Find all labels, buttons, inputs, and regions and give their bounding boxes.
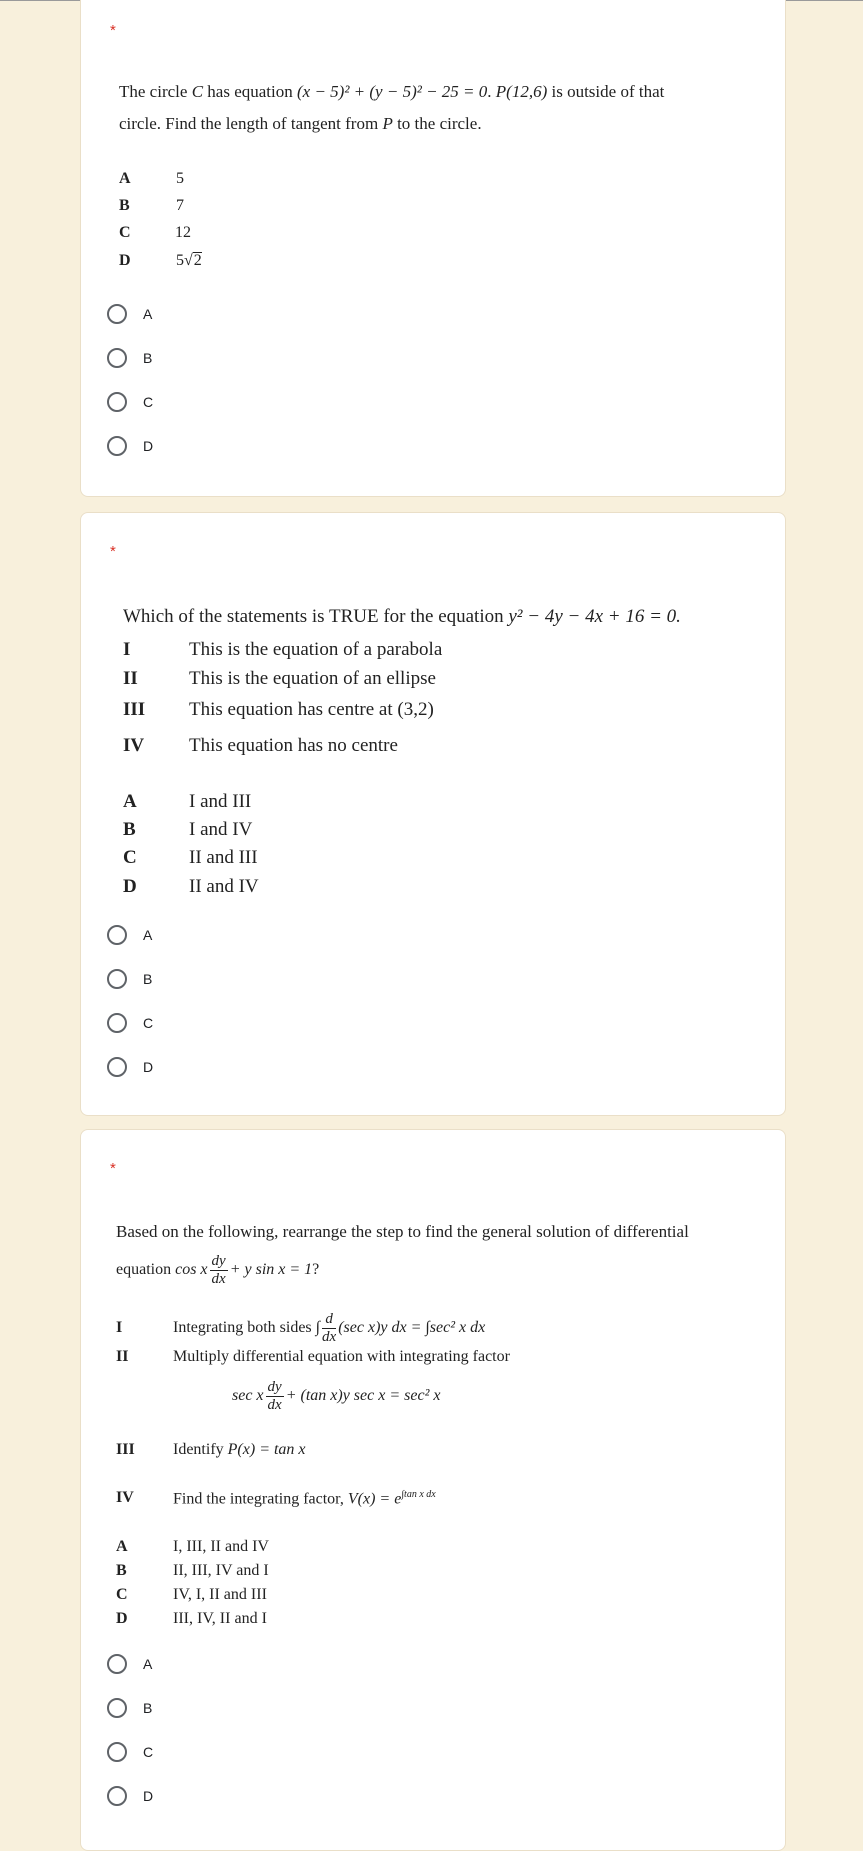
radio-option-a[interactable]: A bbox=[107, 299, 152, 329]
radio-option-d[interactable]: D bbox=[107, 1781, 153, 1811]
radio-button[interactable] bbox=[107, 1057, 127, 1077]
radio-option-b[interactable]: B bbox=[107, 343, 152, 373]
parabola-equation: y² − 4y − 4x + 16 = 0. bbox=[508, 606, 681, 627]
radio-button[interactable] bbox=[107, 925, 127, 945]
radio-option-a[interactable]: A bbox=[107, 1649, 152, 1679]
point-p: P(12,6) bbox=[495, 82, 548, 101]
question-text: Which of the statements is TRUE for the equation y² − 4y − 4x + 16 = 0. bbox=[123, 606, 681, 627]
radio-option-c[interactable]: C bbox=[107, 1008, 153, 1038]
question-text-line-1: The circle C has equation (x − 5)² + (y − 5)² − 25 = 0. P(12,6) is outside of that bbox=[119, 82, 665, 101]
required-asterisk: * bbox=[110, 1160, 116, 1177]
radio-button[interactable] bbox=[107, 1698, 127, 1718]
radio-option-c[interactable]: C bbox=[107, 387, 153, 417]
required-asterisk: * bbox=[110, 22, 116, 39]
radio-option-d[interactable]: D bbox=[107, 431, 153, 461]
radio-button[interactable] bbox=[107, 348, 127, 368]
radio-option-b[interactable]: B bbox=[107, 964, 152, 994]
question-card-2: * Which of the statements is TRUE for the equation y² − 4y − 4x + 16 = 0. I This is the equation of a parabola II This is the equation of an ellipse III This equation has centre at (3,2) IV This equation has no centre A I and III B I and IV C II and III D II and IV A B C D bbox=[80, 512, 786, 1116]
radio-option-b[interactable]: B bbox=[107, 1693, 152, 1723]
circle-equation: (x − 5)² + (y − 5)² − 25 = 0 bbox=[296, 82, 488, 101]
question-text-line-1: Based on the following, rearrange the step to find the general solution of differential bbox=[116, 1222, 689, 1241]
question-text-line-2: equation cos x $\frac{dy}{dx}$ + y sin x = 1? bbox=[116, 1252, 320, 1287]
radio-button[interactable] bbox=[107, 1654, 127, 1674]
radio-button[interactable] bbox=[107, 392, 127, 412]
question-text-line-2: circle. Find the length of tangent from P to the circle. bbox=[119, 114, 482, 133]
radio-button[interactable] bbox=[107, 1013, 127, 1033]
radio-button[interactable] bbox=[107, 304, 127, 324]
radio-option-d[interactable]: D bbox=[107, 1052, 153, 1082]
differential-equation: + y sin x = 1 bbox=[229, 1261, 313, 1278]
radio-button[interactable] bbox=[107, 1786, 127, 1806]
radio-button[interactable] bbox=[107, 969, 127, 989]
radio-button[interactable] bbox=[107, 436, 127, 456]
radio-button[interactable] bbox=[107, 1742, 127, 1762]
question-card-1: * The circle C has equation (x − 5)² + (y − 5)² − 25 = 0. P(12,6) is outside of that circle. Find the length of tangent from P to the circle. A 5 B 7 C 12 D 5√2 A B C D bbox=[80, 0, 786, 497]
question-card-3: * Based on the following, rearrange the step to find the general solution of differential equation cos x $\frac{dy}{dx}$ + y sin x = 1? I Integrating both sides ∫ $\frac{d}{dx}$ (sec x)y dx = ∫sec² x dx II Multiply differential equation with integrating factor sec x $\frac{dy}{dx}$ + (tan x)y sec x = sec² x III Identify P(x) = tan x IV Find the integrating factor, $V(x) = e^{\int tan x dx}$ A I, III, II and IV B II, III, IV and I C IV, I, II and III D III, IV, II and I A B C D bbox=[80, 1129, 786, 1851]
radio-option-c[interactable]: C bbox=[107, 1737, 153, 1767]
radio-option-a[interactable]: A bbox=[107, 920, 152, 950]
required-asterisk: * bbox=[110, 543, 116, 560]
